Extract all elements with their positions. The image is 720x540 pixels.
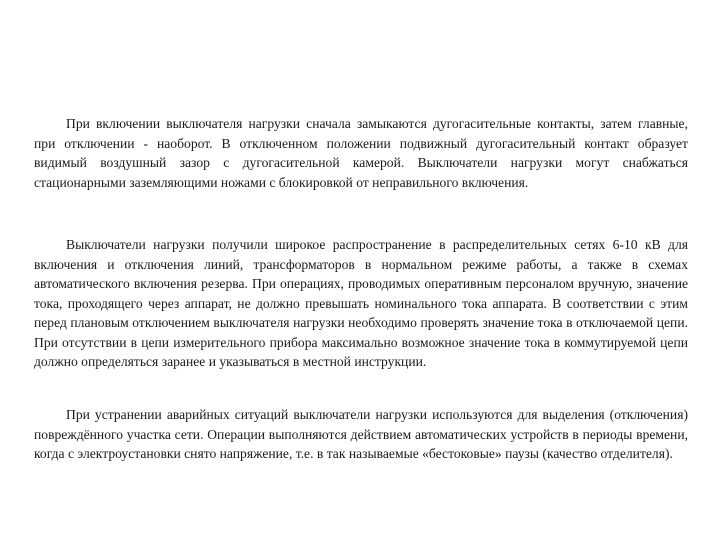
paragraph-load-switch-operation (34, 114, 688, 192)
paragraph-load-switch-application (34, 235, 688, 372)
paragraph-text: При устранении аварийных ситуаций выключатели нагрузки используются для выделения (отключения) повреждённого участка сети. Операции выполняются действием автоматических устройств в периоды времени, когда с электроустановки снято напряжение, т.е. в так называемые «бестоковые» паузы (качество отделителя). (34, 407, 688, 461)
paragraph-text: Выключатели нагрузки получили широкое распространение в распределительных сетях 6-10 кВ для включения и отключения линий, трансформаторов в нормальном режиме работы, а также в схемах автоматического включения резерва. При операциях, проводимых оперативным персоналом вручную, значение тока, проходящего через аппарат, не должно превышать номинального тока аппарата. В соответствии с этим перед плановым отключением выключателя нагрузки необходимо проверять значение тока в отключаемой цепи. При отсутствии в цепи измерительного прибора максимально возможное значение тока в коммутируемой цепи должно определяться заранее и указываться в местной инструкции. (34, 237, 688, 369)
paragraph-text: При включении выключателя нагрузки сначала замыкаются дугогасительные контакты, затем главные, при отключении - наоборот. В отключенном положении подвижный дугогасительный контакт образует видимый воздушный зазор с дугогасительной камерой. Выключатели нагрузки могут снабжаться стационарными заземляющими ножами с блокировкой от неправильного включения. (34, 116, 688, 190)
paragraph-emergency-use (34, 405, 688, 464)
